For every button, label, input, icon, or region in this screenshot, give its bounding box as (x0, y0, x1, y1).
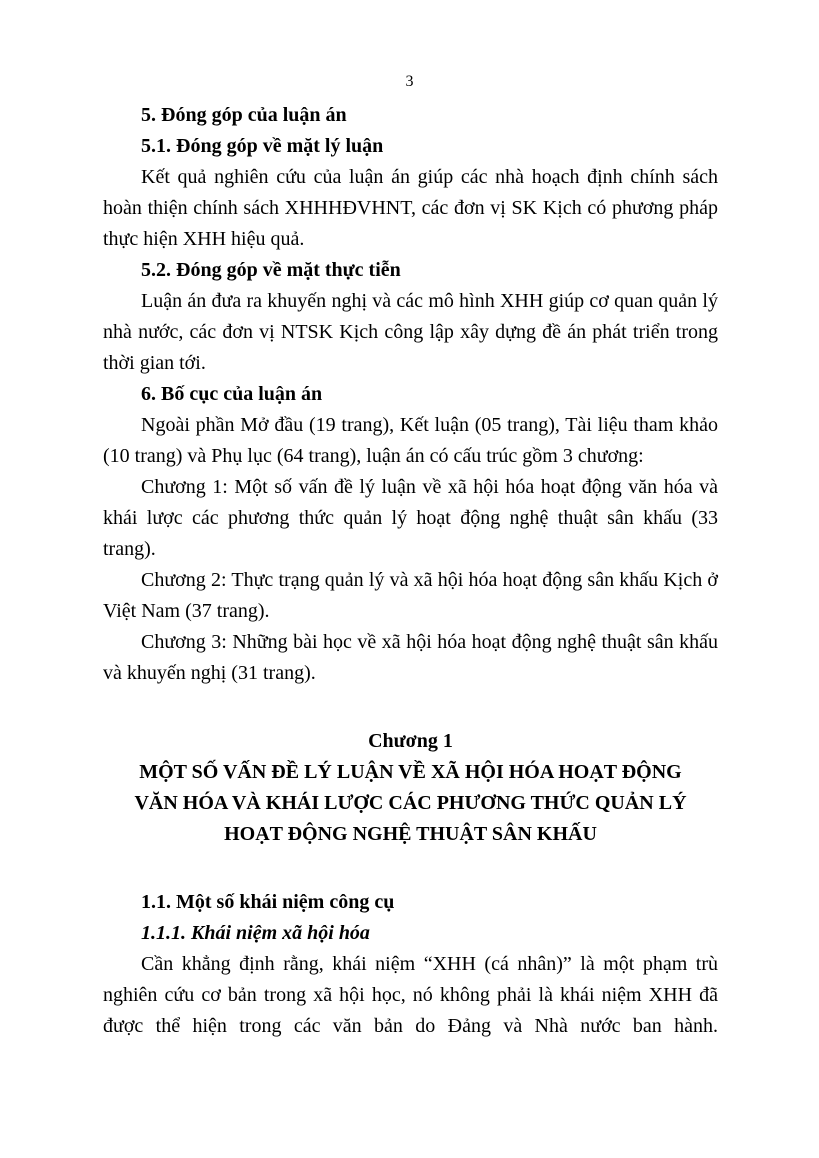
section-1-1-heading: 1.1. Một số khái niệm công cụ (141, 891, 395, 913)
section-1-1-1-heading: 1.1.1. Khái niệm xã hội hóa (141, 922, 370, 944)
chapter-title-line-1: MỘT SỐ VẤN ĐỀ LÝ LUẬN VỀ XÃ HỘI HÓA HOẠT ĐỘNG (139, 761, 682, 783)
section-5-heading: 5. Đóng góp của luận án (141, 104, 347, 126)
chapter-title-line-3: HOẠT ĐỘNG NGHỆ THUẬT SÂN KHẤU (224, 823, 597, 845)
section-5-2-heading: 5.2. Đóng góp về mặt thực tiễn (141, 259, 401, 281)
chapter-1-summary: Chương 1: Một số vấn đề lý luận về xã hội hóa hoạt động văn hóa và khái lược các phương thức quản lý hoạt động nghệ thuật sân khấu (33 trang). (103, 476, 718, 560)
chapter-3-summary: Chương 3: Những bài học về xã hội hóa hoạt động nghệ thuật sân khấu và khuyến nghị (31 trang). (103, 631, 718, 684)
chapter-title-line-2: VĂN HÓA VÀ KHÁI LƯỢC CÁC PHƯƠNG THỨC QUẢN LÝ (134, 792, 687, 814)
chapter-label: Chương 1 (368, 730, 453, 752)
chapter-heading-block (103, 726, 718, 850)
section-6-paragraph: Ngoài phần Mở đầu (19 trang), Kết luận (05 trang), Tài liệu tham khảo (10 trang) và Phụ lục (64 trang), luận án có cấu trúc gồm 3 chương: (103, 414, 718, 467)
section-6-heading: 6. Bố cục của luận án (141, 383, 323, 405)
page-number: 3 (405, 73, 414, 90)
section-5-2-paragraph: Luận án đưa ra khuyến nghị và các mô hình XHH giúp cơ quan quản lý nhà nước, các đơn vị NTSK Kịch công lập xây dựng đề án phát triển trong thời gian tới. (103, 290, 718, 374)
page-content (103, 100, 718, 1042)
chapter-2-summary: Chương 2: Thực trạng quản lý và xã hội hóa hoạt động sân khấu Kịch ở Việt Nam (37 trang). (103, 569, 718, 622)
section-5-1-heading: 5.1. Đóng góp về mặt lý luận (141, 135, 384, 157)
section-1-1-1-paragraph: Cần khẳng định rằng, khái niệm “XHH (cá nhân)” là một phạm trù nghiên cứu cơ bản trong xã hội học, nó không phải là khái niệm XHH đã được thể hiện trong các văn bản do Đảng và Nhà nước ban hành. (103, 953, 718, 1037)
section-5-1-paragraph: Kết quả nghiên cứu của luận án giúp các nhà hoạch định chính sách hoàn thiện chính sách XHHHĐVHNT, các đơn vị SK Kịch có phương pháp thực hiện XHH hiệu quả. (103, 166, 718, 250)
